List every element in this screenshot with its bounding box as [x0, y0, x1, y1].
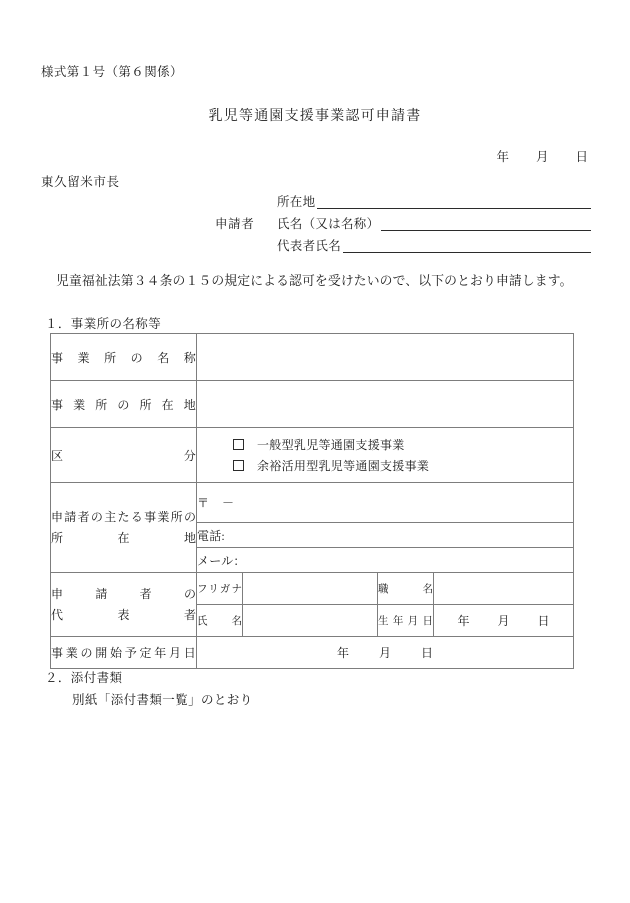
category-options-cell: [197, 428, 574, 483]
table-row-representative-furigana: [51, 573, 574, 605]
applicant-tag: 申請者: [215, 217, 255, 231]
applicant-address-input[interactable]: [317, 193, 591, 209]
job-title-input[interactable]: [434, 573, 574, 605]
main-office-phone-input[interactable]: 電話:: [197, 523, 574, 548]
legal-statement: 児童福祉法第３４条の１５の規定による認可を受けたいので、以下のとおり申請します。: [56, 274, 573, 288]
page-title: 乳児等通園支援事業認可申請書: [208, 109, 422, 124]
main-office-address-label-line2: 所在地: [51, 530, 196, 545]
table-row-start-date: [51, 637, 574, 669]
start-day-label: 日: [421, 646, 434, 660]
job-title-label: 職名: [378, 573, 434, 605]
attachment-note: 別紙「添付書類一覧」のとおり: [72, 693, 253, 707]
applicant-address-row: [215, 188, 591, 210]
form-code: 様式第１号（第６関係）: [41, 65, 183, 79]
name-input[interactable]: [243, 605, 378, 637]
name-label: 氏名: [197, 605, 243, 637]
birth-day-label: 日: [537, 614, 550, 628]
table-row-category: [51, 428, 574, 483]
representative-label: [51, 573, 197, 637]
submission-day-label: 日: [575, 150, 588, 164]
birthdate-label: 生年月日: [378, 605, 434, 637]
birthdate-input[interactable]: [434, 605, 574, 637]
birth-month-label: 月: [497, 614, 510, 628]
table-row-main-office-postal: [51, 483, 574, 523]
section2-heading: ２．添付書類: [45, 671, 123, 685]
submission-year-label: 年: [496, 150, 509, 164]
applicant-name-row: [215, 210, 591, 232]
category-option-surplus-label: 余裕活用型乳児等通園支援事業: [257, 459, 430, 473]
checkbox-icon[interactable]: [233, 439, 244, 450]
category-checkbox-list: [197, 428, 573, 482]
section1-heading: １．事業所の名称等: [45, 317, 162, 331]
main-office-postal-input[interactable]: [197, 483, 574, 523]
table-row-office-name: [51, 334, 574, 381]
applicant-name-label: 氏名（又は名称）: [277, 217, 380, 231]
start-date-label: 事業の開始予定年月日: [51, 637, 197, 669]
representative-label-line2: 代表者: [51, 607, 196, 622]
category-option-general-label: 一般型乳児等通園支援事業: [257, 438, 405, 452]
birth-year-label: 年: [457, 614, 470, 628]
representative-label-line1: 申請者の: [51, 586, 196, 601]
checkbox-icon[interactable]: [233, 460, 244, 471]
start-month-label: 月: [378, 646, 391, 660]
furigana-input[interactable]: [243, 573, 378, 605]
postal-dash: －: [222, 496, 235, 510]
office-info-table: [50, 333, 574, 669]
applicant-representative-label: 代表者氏名: [277, 239, 342, 253]
main-office-mail-input[interactable]: メール：: [197, 548, 574, 573]
category-option-surplus[interactable]: [233, 455, 573, 476]
applicant-block: [215, 188, 591, 254]
start-year-label: 年: [336, 646, 349, 660]
addressee: 東久留米市長: [41, 175, 120, 189]
furigana-label: フリガナ: [197, 573, 243, 605]
applicant-address-label: 所在地: [277, 195, 316, 209]
main-office-address-label-line1: 申請者の主たる事業所の: [51, 509, 196, 524]
category-option-general[interactable]: [233, 434, 573, 455]
table-row-office-address: [51, 381, 574, 428]
start-date-input[interactable]: [197, 637, 574, 669]
submission-date-line: [496, 147, 588, 165]
applicant-representative-input[interactable]: [343, 237, 591, 253]
applicant-representative-row: [215, 232, 591, 254]
submission-month-label: 月: [535, 150, 549, 164]
office-name-label: 事業所の名称: [51, 334, 197, 381]
office-address-input[interactable]: [197, 381, 574, 428]
office-address-label: 事業所の所在地: [51, 381, 197, 428]
postal-mark-icon: 〒: [197, 496, 210, 510]
applicant-name-input[interactable]: [381, 215, 591, 231]
category-label: 区分: [51, 428, 197, 483]
main-office-address-label: [51, 483, 197, 573]
office-name-input[interactable]: [197, 334, 574, 381]
